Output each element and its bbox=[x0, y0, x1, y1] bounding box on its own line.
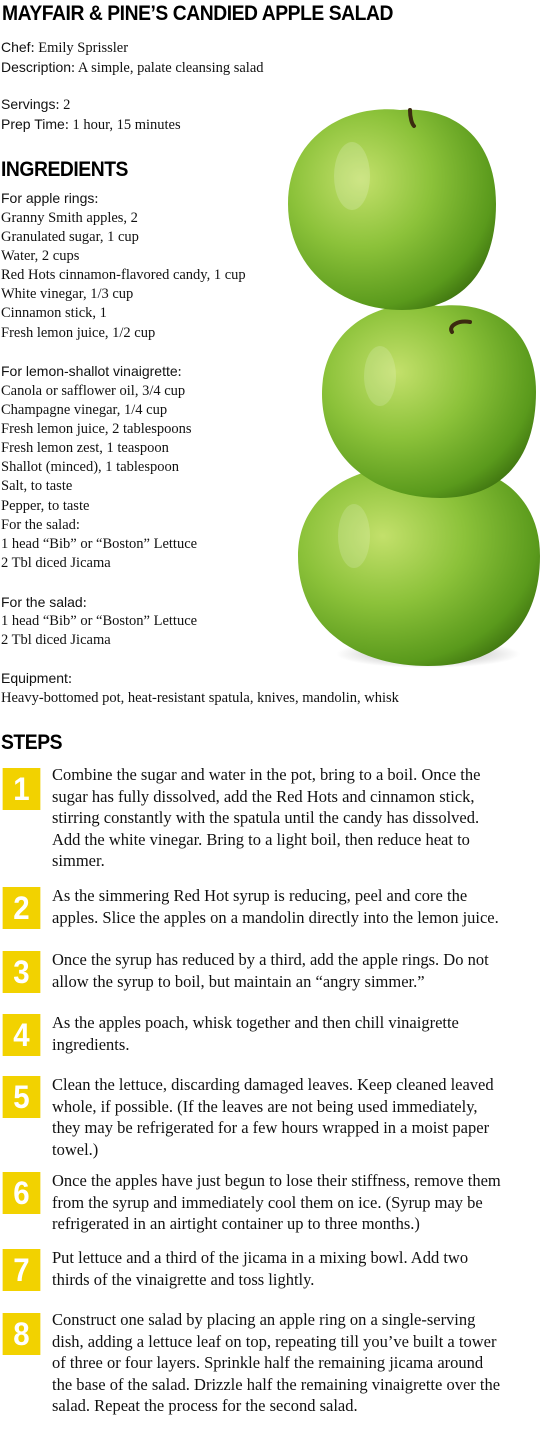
ingredient-line: Cinnamon stick, 1 bbox=[1, 305, 107, 321]
step-number-badge: 6 bbox=[3, 1172, 41, 1214]
apple-rings-label: For apple rings: bbox=[1, 190, 99, 207]
ingredient-line: Pepper, to taste bbox=[1, 498, 90, 514]
ingredient-line: Granny Smith apples, 2 bbox=[1, 210, 138, 226]
green-apples-image bbox=[282, 96, 544, 676]
step-text: Once the syrup has reduced by a third, add the apple rings. Do not allow the syrup to boil, but maintain an “angry simmer.” bbox=[52, 950, 489, 991]
ingredient-line: Shallot (minced), 1 tablespoon bbox=[1, 459, 179, 475]
step-text: Clean the lettuce, discarding damaged leaves. Keep cleaned leaved whole, if possible. (If the leaves are not being used immediately, they may be refrigerated for a few hours wrapped in a moist paper towel.) bbox=[52, 1075, 494, 1159]
ingredient-line: Fresh lemon juice, 1/2 cup bbox=[1, 325, 156, 341]
ingredients-heading: INGREDIENTS bbox=[1, 158, 128, 181]
servings-line: Servings: 2 bbox=[1, 96, 71, 113]
step-text: Put lettuce and a third of the jicama in a mixing bowl. Add two thirds of the vinaigrette and toss lightly. bbox=[52, 1248, 469, 1289]
step-number-badge: 8 bbox=[3, 1313, 41, 1355]
step-text: Construct one salad by placing an apple ring on a single-serving dish, adding a lettuce leaf on top, repeating till you’ve built a tower of three or four layers. Sprinkle half the remaining jicama around the base of the salad. Drizzle half the remaining vinaigrette over the salad. Repeat the process for the second salad. bbox=[52, 1310, 501, 1415]
ingredient-line: White vinegar, 1/3 cup bbox=[1, 286, 134, 302]
ingredient-line: Fresh lemon zest, 1 teaspoon bbox=[1, 440, 169, 456]
ingredient-line: 2 Tbl diced Jicama bbox=[1, 555, 111, 571]
ingredient-line: Salt, to taste bbox=[1, 478, 73, 494]
equipment-label: Equipment: bbox=[1, 670, 72, 687]
step-text: Once the apples have just begun to lose their stiffness, remove them from the syrup and immediately cool them on ice. (Syrup may be refrigerated in an airtight container up to three months.) bbox=[52, 1171, 501, 1233]
step-number-badge: 2 bbox=[3, 887, 41, 929]
step-text: Combine the sugar and water in the pot, bring to a boil. Once the sugar has fully dissolved, add the Red Hots and cinnamon stick, stirring constantly with the spatula until the candy has dissolved. Add the white vinegar. Bring to a light boil, then reduce heat to simmer. bbox=[52, 765, 481, 870]
step-number-badge: 7 bbox=[3, 1249, 41, 1291]
ingredient-line: 1 head “Bib” or “Boston” Lettuce bbox=[1, 613, 198, 629]
ingredient-line: Champagne vinegar, 1/4 cup bbox=[1, 402, 168, 418]
ingredient-line: Fresh lemon juice, 2 tablespoons bbox=[1, 421, 192, 437]
description-line: Description: A simple, palate cleansing salad bbox=[1, 59, 264, 76]
ingredient-line: 2 Tbl diced Jicama bbox=[1, 632, 111, 648]
salad-label: For the salad: bbox=[1, 594, 87, 611]
equipment-list: Heavy-bottomed pot, heat-resistant spatula, knives, mandolin, whisk bbox=[1, 690, 399, 706]
recipe-title: MAYFAIR & PINE’S CANDIED APPLE SALAD bbox=[2, 2, 393, 25]
step-text: As the apples poach, whisk together and then chill vinaigrette ingredients. bbox=[52, 1013, 459, 1054]
step-number-badge: 3 bbox=[3, 951, 41, 993]
ingredient-line: Granulated sugar, 1 cup bbox=[1, 229, 139, 245]
ingredient-line: For the salad: bbox=[1, 517, 80, 533]
ingredient-line: Canola or safflower oil, 3/4 cup bbox=[1, 383, 186, 399]
steps-heading: STEPS bbox=[1, 731, 63, 754]
step-number-badge: 5 bbox=[3, 1076, 41, 1118]
step-text: As the simmering Red Hot syrup is reducing, peel and core the apples. Slice the apples on a mandolin directly into the lemon juice. bbox=[52, 886, 499, 927]
prep-time-line: Prep Time: 1 hour, 15 minutes bbox=[1, 116, 181, 133]
step-number-badge: 1 bbox=[3, 768, 41, 810]
vinaigrette-label: For lemon-shallot vinaigrette: bbox=[1, 363, 182, 380]
step-number-badge: 4 bbox=[3, 1014, 41, 1056]
ingredient-line: Water, 2 cups bbox=[1, 248, 80, 264]
ingredient-line: Red Hots cinnamon-flavored candy, 1 cup bbox=[1, 267, 246, 283]
chef-line: Chef: Emily Sprissler bbox=[1, 39, 129, 56]
ingredient-line: 1 head “Bib” or “Boston” Lettuce bbox=[1, 536, 198, 552]
